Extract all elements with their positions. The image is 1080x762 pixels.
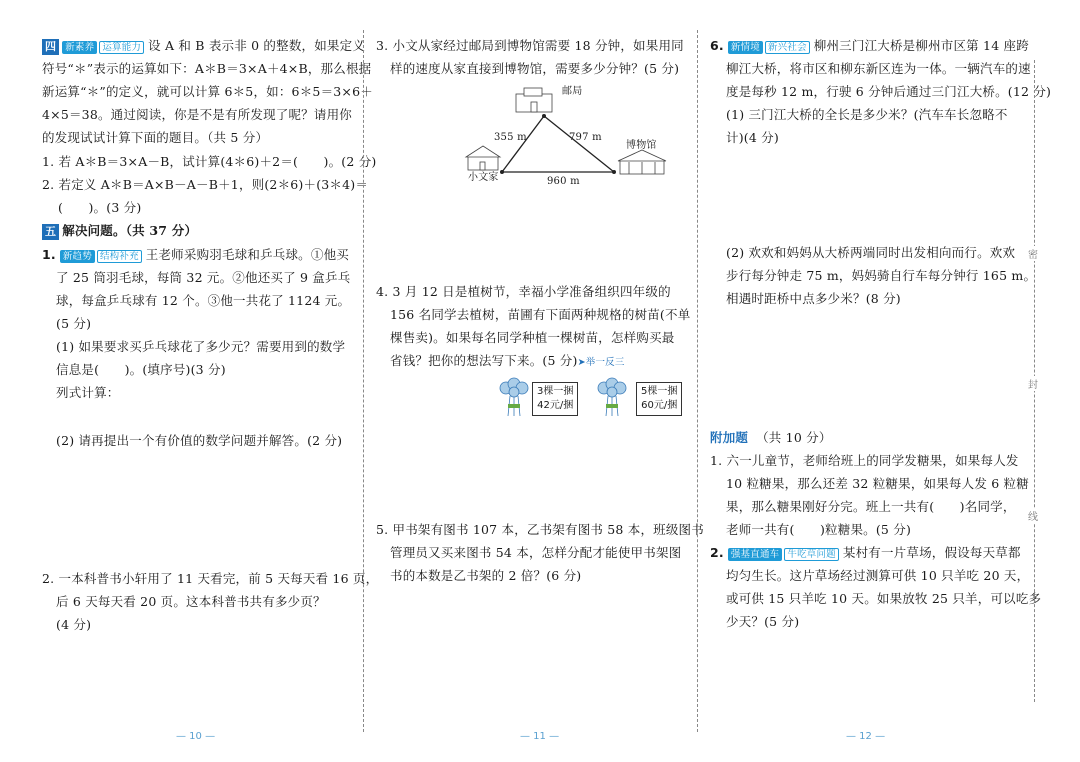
bundle-price: 60元/捆 — [641, 400, 678, 411]
tag-foundation: 强基直通车 — [728, 548, 783, 561]
calculation-label: 列式计算： — [56, 385, 120, 400]
question-1-text: 了 25 筒羽毛球，每筒 32 元。②他还买了 9 盒乒乓 — [56, 270, 351, 285]
bonus-points: （共 10 分） — [756, 430, 832, 445]
distance-home-post: 355 m — [494, 132, 527, 143]
question-5: 书的本数是乙书架的 2 倍？(6 分) — [390, 568, 582, 583]
question-6-part-2: 步行每分钟走 75 m，妈妈骑自行车每分钟行 165 m。 — [726, 268, 1037, 283]
tag-cow-grass: 牛吃草问题 — [784, 548, 839, 561]
question-6-text: 柳江大桥，将市区和柳东新区连为一体。一辆汽车的速 — [726, 61, 1031, 76]
bonus-question-2-header: 2. 强基直通车 牛吃草问题 某村有一片草场，假设每天草都 — [710, 545, 1021, 560]
question-4-2: 2. 若定义 A＊B＝A×B－A－B＋1，则(2＊6)＋(3＊4)＝ — [42, 177, 369, 192]
question-1-part-1: (1) 如果要求买乒乓球花了多少元？需要用到的数学 — [56, 339, 346, 354]
question-6-part-1: 计)(4 分) — [726, 130, 779, 145]
tag-new-trend: 新趋势 — [60, 250, 95, 263]
question-6-text: 度是每秒 12 m，行驶 6 分钟后通过三门江大桥。(12 分) — [726, 84, 1052, 99]
question-2: 后 6 天每天看 20 页。这本科普书共有多少页？ — [56, 594, 326, 609]
question-1-text: 王老师采购羽毛球和乒乓球。①他买 — [145, 247, 349, 262]
bonus-header — [710, 430, 832, 446]
bonus-question-1: 1. 六一儿童节，老师给班上的同学发糖果，如果每人发 — [710, 453, 1019, 468]
section-5-label: 五 — [42, 224, 59, 240]
question-4: 4. 3 月 12 日是植树节，幸福小学准备组织四年级的 — [376, 284, 671, 299]
page-number: — 11 — — [520, 731, 560, 742]
question-3: 3. 小文从家经过邮局到博物馆需要 18 分钟，如果用同 — [376, 38, 684, 53]
question-6-part-2: (2) 欢欢和妈妈从大桥两端同时出发相向而行。欢欢 — [726, 245, 1016, 260]
tag-society: 新兴社会 — [765, 41, 810, 54]
section-4-text-line: 新运算“＊”的定义，就可以计算 6＊5，如：6＊5＝3×6＋ — [42, 84, 373, 99]
bonus-question-1: 果，那么糖果刚好分完。班上一共有( )名同学， — [726, 499, 1016, 514]
section-4-text-line: 的发现试试计算下面的题目。（共 5 分） — [42, 130, 269, 145]
section-4-header — [42, 38, 365, 55]
tag-structure: 结构补充 — [97, 250, 142, 263]
question-1-part-1: 信息是( )。(填序号)(3 分) — [56, 362, 226, 377]
question-5: 5. 甲书架有图书 107 本，乙书架有图书 58 本，班级图书 — [376, 522, 704, 537]
question-4-1: 1. 若 A＊B＝3×A－B，试计算(4＊6)＋2＝( )。(2 分) — [42, 154, 377, 169]
bundle-size: 3棵一捆 — [537, 386, 574, 397]
question-1-part-2: (2) 请再提出一个有价值的数学问题并解答。(2 分) — [56, 433, 343, 448]
seal-mark: 密 — [1028, 246, 1038, 261]
question-2: 2. 一本科普书小轩用了 11 天看完，前 5 天每天看 16 页， — [42, 571, 379, 586]
distance-post-museum: 797 m — [569, 132, 602, 143]
question-6-part-1: (1) 三门江大桥的全长是多少米？(汽车车长忽略不 — [726, 107, 1008, 122]
question-5: 管理员又买来图书 54 本，怎样分配才能使甲书架图 — [390, 545, 682, 560]
question-4: 156 名同学去植树，苗圃有下面两种规格的树苗(不单 — [390, 307, 691, 322]
sapling-bundle-icon — [494, 376, 534, 420]
bonus-title: 附加题 — [710, 430, 749, 445]
question-4-text: 省钱？把你的想法写下来。(5 分) — [390, 353, 578, 368]
bonus-question-1: 10 粒糖果，那么还差 32 粒糖果，如果每人发 6 粒糖 — [726, 476, 1029, 491]
page-12 — [698, 0, 1080, 762]
page-number: — 10 — — [176, 731, 216, 742]
question-4: 棵售卖)。如果每名同学种植一棵树苗，怎样购买最 — [390, 330, 675, 345]
home-icon — [466, 146, 500, 170]
question-6-text: 柳州三门江大桥是柳州市区第 14 座跨 — [813, 38, 1029, 53]
bonus-question-2-text: 均匀生长。这片草场经过测算可供 10 只羊吃 20 天， — [726, 568, 1030, 583]
post-office-icon — [516, 88, 552, 112]
seal-mark: 线 — [1028, 508, 1038, 523]
section-5-header — [42, 223, 197, 240]
question-6-part-2: 相遇时距桥中点多少米？(8 分) — [726, 291, 901, 306]
section-4-text-line: 符号“＊”表示的运算如下：A＊B＝3×A＋4×B，那么根据 — [42, 61, 372, 76]
bundle-size: 5棵一捆 — [641, 386, 678, 397]
section-5-title: 解决问题。（共 37 分） — [62, 223, 198, 238]
sapling-bundle-icon — [592, 376, 632, 420]
section-4-label: 四 — [42, 39, 59, 55]
bonus-question-2-text: 少天？(5 分) — [726, 614, 800, 629]
museum-label: 博物馆 — [626, 140, 657, 151]
question-2: (4 分) — [56, 617, 92, 632]
question-6-header: 6. 新情境 新兴社会 柳州三门江大桥是柳州市区第 14 座跨 — [710, 38, 1029, 53]
section-4-text-line: 设 A 和 B 表示非 0 的整数，如果定义 — [148, 38, 366, 53]
price-tag-3-per-bundle — [532, 382, 578, 416]
page-11 — [364, 0, 704, 762]
post-office-label: 邮局 — [562, 86, 583, 97]
extension-link[interactable]: ➤举一反三 — [577, 357, 625, 368]
price-tag-5-per-bundle — [636, 382, 682, 416]
distance-home-museum: 960 m — [547, 176, 580, 187]
bonus-question-2-text: 某村有一片草场，假设每天草都 — [842, 545, 1021, 560]
page-10 — [0, 0, 379, 762]
bonus-question-1: 老师一共有( )粒糖果。(5 分) — [726, 522, 912, 537]
home-label: 小文家 — [468, 172, 499, 183]
question-1-text: 球，每盒乒乓球有 12 个。③他一共花了 1124 元。 — [56, 293, 351, 308]
bonus-question-2-text: 或可供 15 只羊吃 10 天。如果放牧 25 只羊，可以吃多 — [726, 591, 1042, 606]
section-4-text-line: 4×5＝38。通过阅读，你是不是有所发现了呢？请用你 — [42, 107, 352, 122]
tag-calculation: 运算能力 — [99, 41, 144, 54]
page-number: — 12 — — [846, 731, 886, 742]
question-4 — [390, 353, 625, 371]
tag-new-context: 新情境 — [728, 41, 763, 54]
question-4-2-answer: ( )。(3 分) — [58, 200, 142, 215]
seal-mark: 封 — [1028, 376, 1038, 391]
question-1-header: 1. 新趋势 结构补充 王老师采购羽毛球和乒乓球。①他买 — [42, 247, 349, 262]
question-3: 样的速度从家直接到博物馆，需要多少分钟？(5 分) — [390, 61, 680, 76]
bundle-price: 42元/捆 — [537, 400, 574, 411]
tag-new-literacy: 新素养 — [62, 41, 97, 54]
question-1-text: (5 分) — [56, 316, 92, 331]
